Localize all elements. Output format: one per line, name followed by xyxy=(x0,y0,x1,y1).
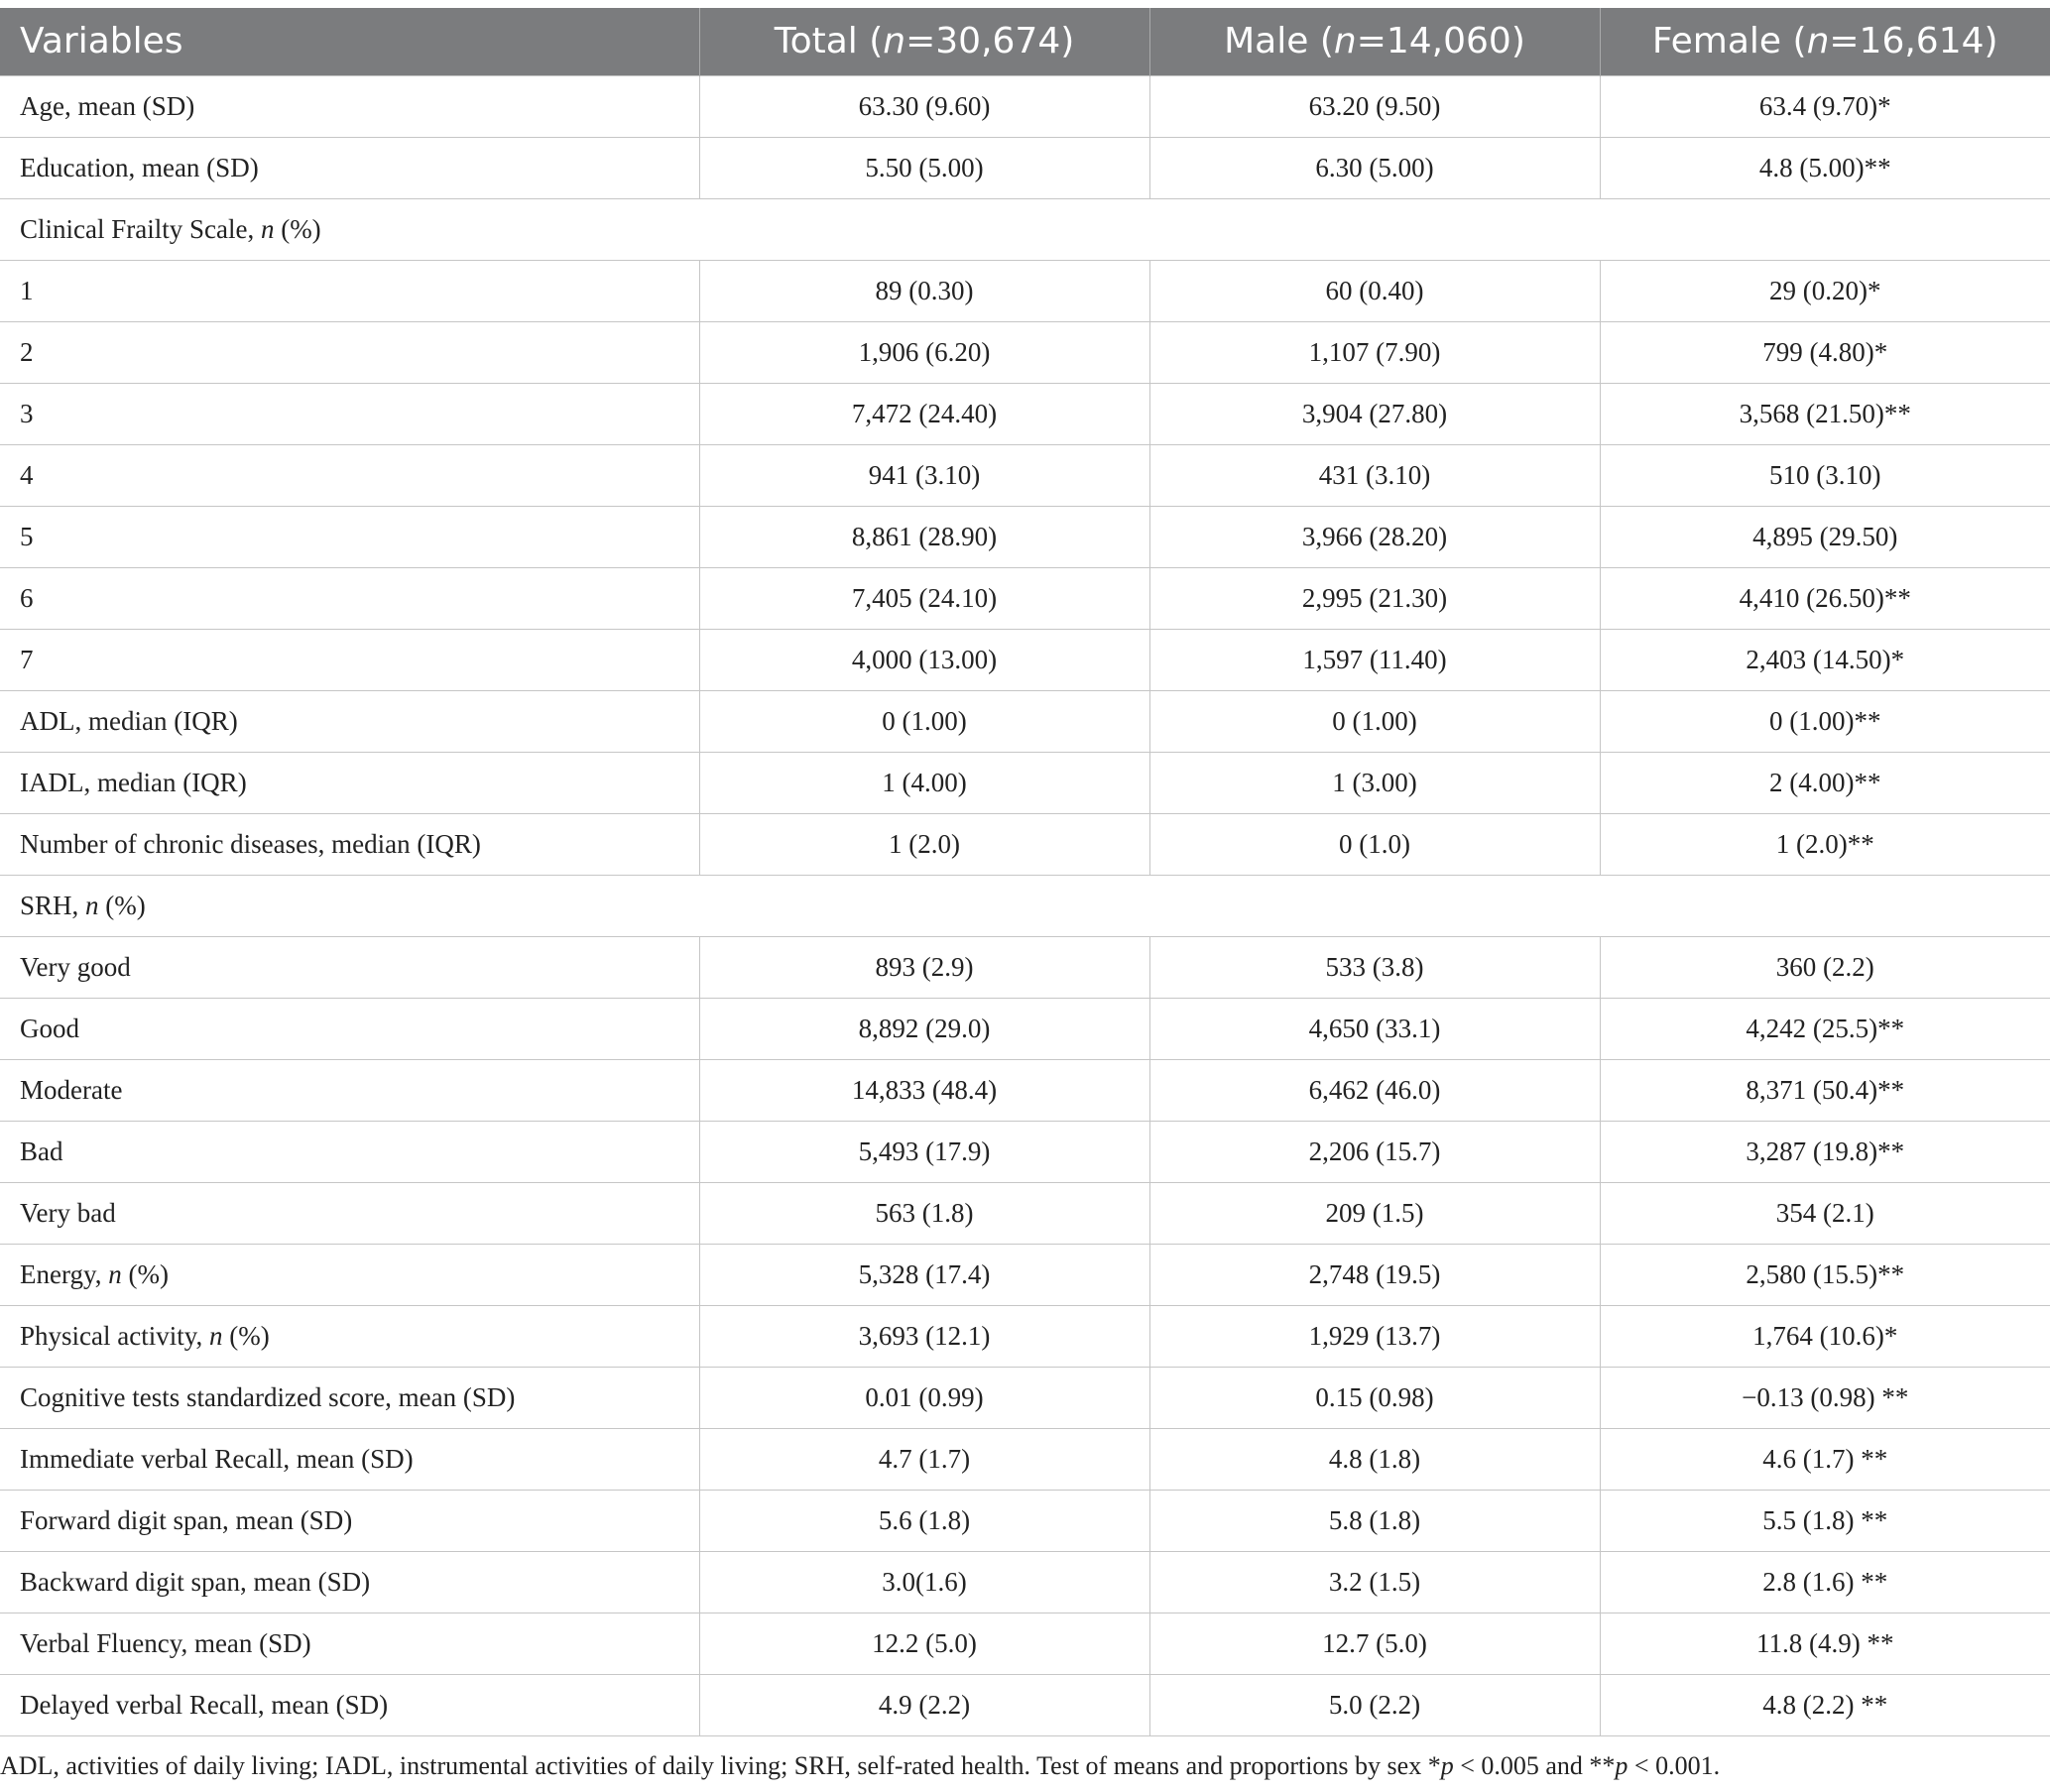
table-row xyxy=(0,690,2050,752)
table-row xyxy=(0,936,2050,998)
male-cell: 2,206 (15.7) xyxy=(1149,1121,1600,1182)
male-cell: 0 (1.00) xyxy=(1149,690,1600,752)
female-cell: 2,580 (15.5)** xyxy=(1600,1244,2050,1305)
total-cell: 12.2 (5.0) xyxy=(699,1613,1149,1674)
section-label-post: (%) xyxy=(274,213,321,244)
header-female-value: =16,614) xyxy=(1829,21,1998,62)
row-label: Age, mean (SD) xyxy=(0,75,699,137)
row-label: Cognitive tests standardized score, mean (SD) xyxy=(0,1367,699,1428)
row-label xyxy=(0,1305,699,1367)
table-row xyxy=(0,629,2050,690)
row-label: Verbal Fluency, mean (SD) xyxy=(0,1613,699,1674)
row-label: 7 xyxy=(0,629,699,690)
header-male-prefix: Male ( xyxy=(1224,21,1334,62)
row-label-n: n xyxy=(208,1320,223,1351)
header-female-n: n xyxy=(1806,21,1830,62)
male-cell: 209 (1.5) xyxy=(1149,1182,1600,1244)
male-cell: 12.7 (5.0) xyxy=(1149,1613,1600,1674)
row-label: 2 xyxy=(0,321,699,383)
female-cell: 4,242 (25.5)** xyxy=(1600,998,2050,1059)
female-cell: 5.5 (1.8) ** xyxy=(1600,1490,2050,1551)
row-label: Backward digit span, mean (SD) xyxy=(0,1551,699,1613)
total-cell: 4.7 (1.7) xyxy=(699,1428,1149,1490)
total-cell: 5,328 (17.4) xyxy=(699,1244,1149,1305)
section-label-pre: SRH, xyxy=(20,890,86,920)
total-cell: 7,472 (24.40) xyxy=(699,383,1149,444)
male-cell: 431 (3.10) xyxy=(1149,444,1600,506)
table-row xyxy=(0,137,2050,198)
table-row xyxy=(0,1305,2050,1367)
row-label: Good xyxy=(0,998,699,1059)
female-cell: 3,287 (19.8)** xyxy=(1600,1121,2050,1182)
row-label: Forward digit span, mean (SD) xyxy=(0,1490,699,1551)
footnote-p2: p xyxy=(1615,1751,1628,1780)
female-cell: 2 (4.00)** xyxy=(1600,752,2050,813)
header-male-n: n xyxy=(1333,21,1357,62)
table-row xyxy=(0,998,2050,1059)
row-label: Bad xyxy=(0,1121,699,1182)
female-cell: 3,568 (21.50)** xyxy=(1600,383,2050,444)
section-label-post: (%) xyxy=(98,890,146,920)
table-row xyxy=(0,1674,2050,1735)
total-cell: 941 (3.10) xyxy=(699,444,1149,506)
total-cell: 5.50 (5.00) xyxy=(699,137,1149,198)
male-cell: 2,748 (19.5) xyxy=(1149,1244,1600,1305)
male-cell: 1,107 (7.90) xyxy=(1149,321,1600,383)
row-label: Education, mean (SD) xyxy=(0,137,699,198)
table-row xyxy=(0,444,2050,506)
header-total-prefix: Total ( xyxy=(774,21,884,62)
row-label: Very bad xyxy=(0,1182,699,1244)
total-cell: 5.6 (1.8) xyxy=(699,1490,1149,1551)
total-cell: 1 (4.00) xyxy=(699,752,1149,813)
row-label: 5 xyxy=(0,506,699,567)
female-cell: 2.8 (1.6) ** xyxy=(1600,1551,2050,1613)
total-cell: 63.30 (9.60) xyxy=(699,75,1149,137)
total-cell: 7,405 (24.10) xyxy=(699,567,1149,629)
header-total-n: n xyxy=(883,21,906,62)
footnote-p1: p xyxy=(1440,1751,1454,1780)
header-female xyxy=(1600,8,2050,75)
row-label: ADL, median (IQR) xyxy=(0,690,699,752)
total-cell: 5,493 (17.9) xyxy=(699,1121,1149,1182)
table-row xyxy=(0,1428,2050,1490)
section-row xyxy=(0,875,2050,936)
female-cell: 510 (3.10) xyxy=(1600,444,2050,506)
header-total-value: =30,674) xyxy=(905,21,1075,62)
footnote-text: ADL, activities of daily living; IADL, instrumental activities of daily living; SRH, self-rated health. Test of means and proportions by sex * xyxy=(0,1751,1441,1780)
total-cell: 4.9 (2.2) xyxy=(699,1674,1149,1735)
section-label-pre: Clinical Frailty Scale, xyxy=(20,213,261,244)
row-label: Moderate xyxy=(0,1059,699,1121)
female-cell: 4.8 (5.00)** xyxy=(1600,137,2050,198)
row-label-post: (%) xyxy=(222,1320,270,1351)
female-cell: 29 (0.20)* xyxy=(1600,260,2050,321)
row-label: 6 xyxy=(0,567,699,629)
male-cell: 3,904 (27.80) xyxy=(1149,383,1600,444)
male-cell: 5.0 (2.2) xyxy=(1149,1674,1600,1735)
row-label-pre: Physical activity, xyxy=(20,1320,209,1351)
header-variables: Variables xyxy=(20,21,183,62)
female-cell: 360 (2.2) xyxy=(1600,936,2050,998)
total-cell: 1 (2.0) xyxy=(699,813,1149,875)
characteristics-table xyxy=(0,8,2050,1736)
header-male xyxy=(1149,8,1600,75)
female-cell: 4.8 (2.2) ** xyxy=(1600,1674,2050,1735)
row-label: IADL, median (IQR) xyxy=(0,752,699,813)
table-row xyxy=(0,383,2050,444)
total-cell: 1,906 (6.20) xyxy=(699,321,1149,383)
total-cell: 893 (2.9) xyxy=(699,936,1149,998)
row-label: 3 xyxy=(0,383,699,444)
table-row xyxy=(0,506,2050,567)
female-cell: 2,403 (14.50)* xyxy=(1600,629,2050,690)
female-cell: 63.4 (9.70)* xyxy=(1600,75,2050,137)
male-cell: 3.2 (1.5) xyxy=(1149,1551,1600,1613)
table-row xyxy=(0,1059,2050,1121)
male-cell: 6.30 (5.00) xyxy=(1149,137,1600,198)
table-row xyxy=(0,1367,2050,1428)
footnote-mid: < 0.005 and ** xyxy=(1453,1751,1616,1780)
table-row xyxy=(0,567,2050,629)
male-cell: 4.8 (1.8) xyxy=(1149,1428,1600,1490)
male-cell: 1,597 (11.40) xyxy=(1149,629,1600,690)
table-row xyxy=(0,321,2050,383)
total-cell: 89 (0.30) xyxy=(699,260,1149,321)
row-label: Very good xyxy=(0,936,699,998)
total-cell: 8,861 (28.90) xyxy=(699,506,1149,567)
table-row xyxy=(0,752,2050,813)
row-label xyxy=(0,1244,699,1305)
total-cell: 0.01 (0.99) xyxy=(699,1367,1149,1428)
total-cell: 8,892 (29.0) xyxy=(699,998,1149,1059)
section-label-n: n xyxy=(260,213,275,244)
female-cell: −0.13 (0.98) ** xyxy=(1600,1367,2050,1428)
table-row xyxy=(0,75,2050,137)
total-cell: 3.0(1.6) xyxy=(699,1551,1149,1613)
female-cell: 1,764 (10.6)* xyxy=(1600,1305,2050,1367)
female-cell: 4.6 (1.7) ** xyxy=(1600,1428,2050,1490)
row-label-post: (%) xyxy=(121,1258,169,1289)
table-row xyxy=(0,1551,2050,1613)
row-label: Delayed verbal Recall, mean (SD) xyxy=(0,1674,699,1735)
female-cell: 1 (2.0)** xyxy=(1600,813,2050,875)
male-cell: 533 (3.8) xyxy=(1149,936,1600,998)
male-cell: 2,995 (21.30) xyxy=(1149,567,1600,629)
male-cell: 4,650 (33.1) xyxy=(1149,998,1600,1059)
section-row xyxy=(0,198,2050,260)
total-cell: 14,833 (48.4) xyxy=(699,1059,1149,1121)
table-row xyxy=(0,1613,2050,1674)
table-row xyxy=(0,1490,2050,1551)
male-cell: 3,966 (28.20) xyxy=(1149,506,1600,567)
male-cell: 1,929 (13.7) xyxy=(1149,1305,1600,1367)
male-cell: 5.8 (1.8) xyxy=(1149,1490,1600,1551)
row-label-n: n xyxy=(108,1258,122,1289)
male-cell: 63.20 (9.50) xyxy=(1149,75,1600,137)
row-label: 1 xyxy=(0,260,699,321)
female-cell: 11.8 (4.9) ** xyxy=(1600,1613,2050,1674)
female-cell: 8,371 (50.4)** xyxy=(1600,1059,2050,1121)
row-label-pre: Energy, xyxy=(20,1258,109,1289)
header-female-prefix: Female ( xyxy=(1651,21,1807,62)
row-label: 4 xyxy=(0,444,699,506)
table-footnote xyxy=(0,1751,2050,1781)
female-cell: 4,410 (26.50)** xyxy=(1600,567,2050,629)
table-container xyxy=(0,8,2050,1736)
table-row xyxy=(0,260,2050,321)
female-cell: 799 (4.80)* xyxy=(1600,321,2050,383)
male-cell: 6,462 (46.0) xyxy=(1149,1059,1600,1121)
male-cell: 60 (0.40) xyxy=(1149,260,1600,321)
header-male-value: =14,060) xyxy=(1356,21,1525,62)
row-label: Number of chronic diseases, median (IQR) xyxy=(0,813,699,875)
section-label-cfs xyxy=(0,198,2050,260)
total-cell: 4,000 (13.00) xyxy=(699,629,1149,690)
table-row xyxy=(0,1244,2050,1305)
total-cell: 563 (1.8) xyxy=(699,1182,1149,1244)
table-row xyxy=(0,1121,2050,1182)
male-cell: 0.15 (0.98) xyxy=(1149,1367,1600,1428)
male-cell: 1 (3.00) xyxy=(1149,752,1600,813)
footnote-end: < 0.001. xyxy=(1628,1751,1721,1780)
female-cell: 0 (1.00)** xyxy=(1600,690,2050,752)
table-row xyxy=(0,813,2050,875)
total-cell: 3,693 (12.1) xyxy=(699,1305,1149,1367)
section-label-n: n xyxy=(85,890,99,920)
table-row xyxy=(0,1182,2050,1244)
section-label-srh xyxy=(0,875,2050,936)
header-total xyxy=(699,8,1149,75)
female-cell: 4,895 (29.50) xyxy=(1600,506,2050,567)
male-cell: 0 (1.0) xyxy=(1149,813,1600,875)
row-label: Immediate verbal Recall, mean (SD) xyxy=(0,1428,699,1490)
female-cell: 354 (2.1) xyxy=(1600,1182,2050,1244)
header-row xyxy=(0,8,2050,75)
total-cell: 0 (1.00) xyxy=(699,690,1149,752)
